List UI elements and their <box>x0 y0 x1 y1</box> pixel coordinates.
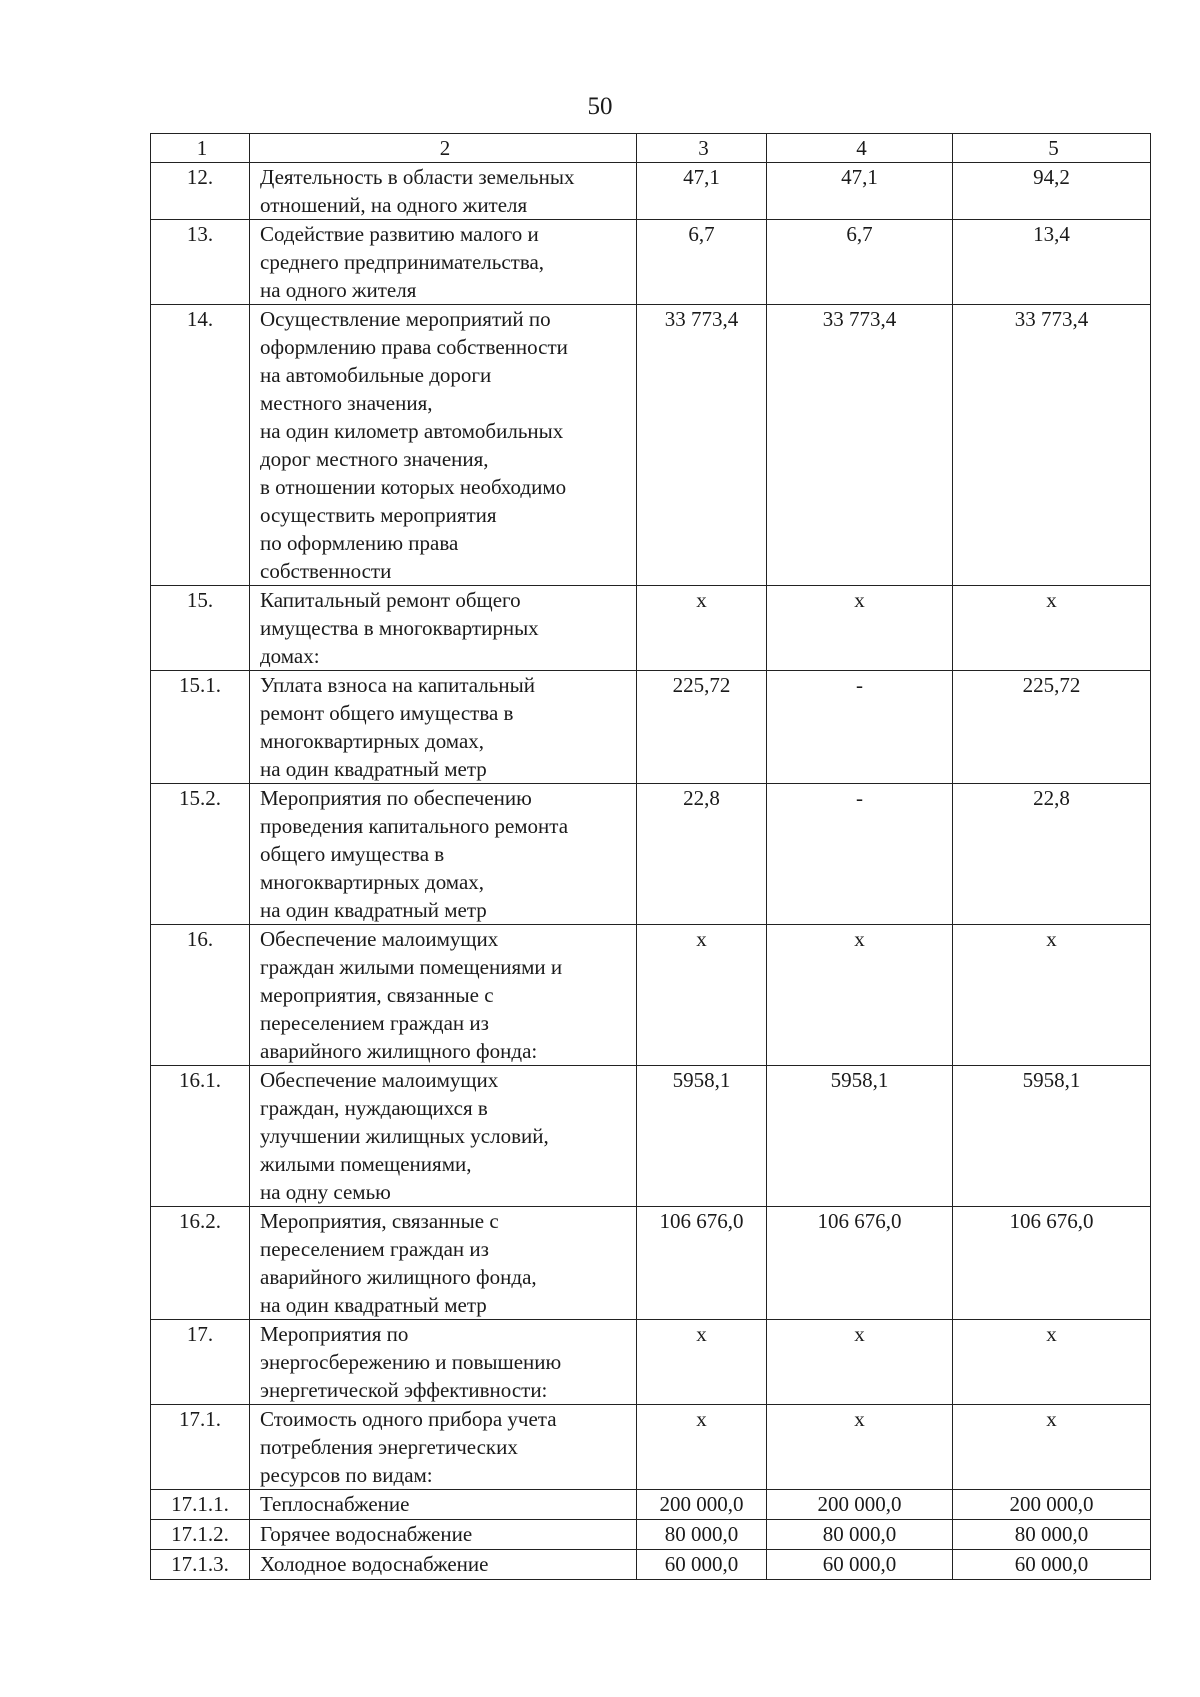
table-row <box>151 1207 1151 1320</box>
row-value-col3: 47,1 <box>637 163 767 220</box>
row-description: Мероприятия по обеспечению проведения капитального ремонта общего имущества в многоквартирных домах, на один квадратный метр <box>250 784 637 925</box>
row-number: 15.2. <box>151 784 250 925</box>
data-table <box>150 133 1151 1580</box>
table-header-row <box>151 134 1151 163</box>
row-value-col4: - <box>767 784 953 925</box>
row-number: 13. <box>151 220 250 305</box>
column-number-5: 5 <box>953 134 1151 163</box>
row-value-col3: 80 000,0 <box>637 1520 767 1550</box>
table-row <box>151 925 1151 1066</box>
row-value-col3: 200 000,0 <box>637 1490 767 1520</box>
row-value-col5: 5958,1 <box>953 1066 1151 1207</box>
row-value-col4: x <box>767 1320 953 1405</box>
row-number: 17.1.2. <box>151 1520 250 1550</box>
row-value-col3: 60 000,0 <box>637 1550 767 1580</box>
row-description: Осуществление мероприятий по оформлению права собственности на автомобильные дороги местного значения, на один километр автомобильных дорог местного значения, в отношении которых необходимо осуществить мероприятия по оформлению права собственности <box>250 305 637 586</box>
row-value-col3: 33 773,4 <box>637 305 767 586</box>
column-number-2: 2 <box>250 134 637 163</box>
row-value-col3: 106 676,0 <box>637 1207 767 1320</box>
row-description: Холодное водоснабжение <box>250 1550 637 1580</box>
column-number-1: 1 <box>151 134 250 163</box>
row-number: 16.1. <box>151 1066 250 1207</box>
row-number: 15.1. <box>151 671 250 784</box>
row-value-col4: 5958,1 <box>767 1066 953 1207</box>
row-description: Горячее водоснабжение <box>250 1520 637 1550</box>
row-number: 15. <box>151 586 250 671</box>
row-description: Мероприятия, связанные с переселением граждан из аварийного жилищного фонда, на один квадратный метр <box>250 1207 637 1320</box>
row-value-col3: x <box>637 586 767 671</box>
row-value-col3: 6,7 <box>637 220 767 305</box>
row-value-col5: 94,2 <box>953 163 1151 220</box>
row-value-col4: 60 000,0 <box>767 1550 953 1580</box>
table-row <box>151 1490 1151 1520</box>
row-value-col5: x <box>953 925 1151 1066</box>
table-row <box>151 305 1151 586</box>
row-value-col4: 106 676,0 <box>767 1207 953 1320</box>
row-value-col5: x <box>953 1320 1151 1405</box>
table-row <box>151 163 1151 220</box>
row-value-col4: 6,7 <box>767 220 953 305</box>
table-row <box>151 1405 1151 1490</box>
row-value-col3: x <box>637 1405 767 1490</box>
row-description: Стоимость одного прибора учета потребления энергетических ресурсов по видам: <box>250 1405 637 1490</box>
column-number-3: 3 <box>637 134 767 163</box>
row-value-col5: x <box>953 586 1151 671</box>
row-value-col4: 33 773,4 <box>767 305 953 586</box>
row-description: Обеспечение малоимущих граждан, нуждающихся в улучшении жилищных условий, жилыми помещениями, на одну семью <box>250 1066 637 1207</box>
table-row <box>151 1066 1151 1207</box>
table-row <box>151 671 1151 784</box>
row-value-col5: 13,4 <box>953 220 1151 305</box>
row-value-col4: 47,1 <box>767 163 953 220</box>
row-number: 12. <box>151 163 250 220</box>
table-row <box>151 1520 1151 1550</box>
row-number: 14. <box>151 305 250 586</box>
row-value-col3: 225,72 <box>637 671 767 784</box>
row-value-col4: x <box>767 925 953 1066</box>
row-description: Мероприятия по энергосбережению и повышению энергетической эффективности: <box>250 1320 637 1405</box>
table-row <box>151 1320 1151 1405</box>
table-row <box>151 220 1151 305</box>
table-row <box>151 784 1151 925</box>
row-value-col5: 106 676,0 <box>953 1207 1151 1320</box>
row-number: 17.1. <box>151 1405 250 1490</box>
row-description: Обеспечение малоимущих граждан жилыми помещениями и мероприятия, связанные с переселением граждан из аварийного жилищного фонда: <box>250 925 637 1066</box>
row-value-col5: x <box>953 1405 1151 1490</box>
row-value-col4: x <box>767 1405 953 1490</box>
row-description: Уплата взноса на капитальный ремонт общего имущества в многоквартирных домах, на один квадратный метр <box>250 671 637 784</box>
row-value-col4: 80 000,0 <box>767 1520 953 1550</box>
row-number: 16.2. <box>151 1207 250 1320</box>
row-value-col4: - <box>767 671 953 784</box>
row-value-col5: 60 000,0 <box>953 1550 1151 1580</box>
row-value-col5: 80 000,0 <box>953 1520 1151 1550</box>
row-value-col4: 200 000,0 <box>767 1490 953 1520</box>
row-value-col3: 22,8 <box>637 784 767 925</box>
row-number: 16. <box>151 925 250 1066</box>
row-value-col5: 200 000,0 <box>953 1490 1151 1520</box>
table-row <box>151 1550 1151 1580</box>
row-value-col3: 5958,1 <box>637 1066 767 1207</box>
page-number: 50 <box>587 93 613 120</box>
row-value-col3: x <box>637 1320 767 1405</box>
row-value-col3: x <box>637 925 767 1066</box>
row-description: Теплоснабжение <box>250 1490 637 1520</box>
row-value-col5: 225,72 <box>953 671 1151 784</box>
row-value-col5: 22,8 <box>953 784 1151 925</box>
row-value-col5: 33 773,4 <box>953 305 1151 586</box>
row-number: 17.1.1. <box>151 1490 250 1520</box>
row-description: Капитальный ремонт общего имущества в многоквартирных домах: <box>250 586 637 671</box>
table-row <box>151 586 1151 671</box>
row-value-col4: x <box>767 586 953 671</box>
row-description: Деятельность в области земельных отношений, на одного жителя <box>250 163 637 220</box>
column-number-4: 4 <box>767 134 953 163</box>
row-number: 17. <box>151 1320 250 1405</box>
row-number: 17.1.3. <box>151 1550 250 1580</box>
row-description: Содействие развитию малого и среднего предпринимательства, на одного жителя <box>250 220 637 305</box>
